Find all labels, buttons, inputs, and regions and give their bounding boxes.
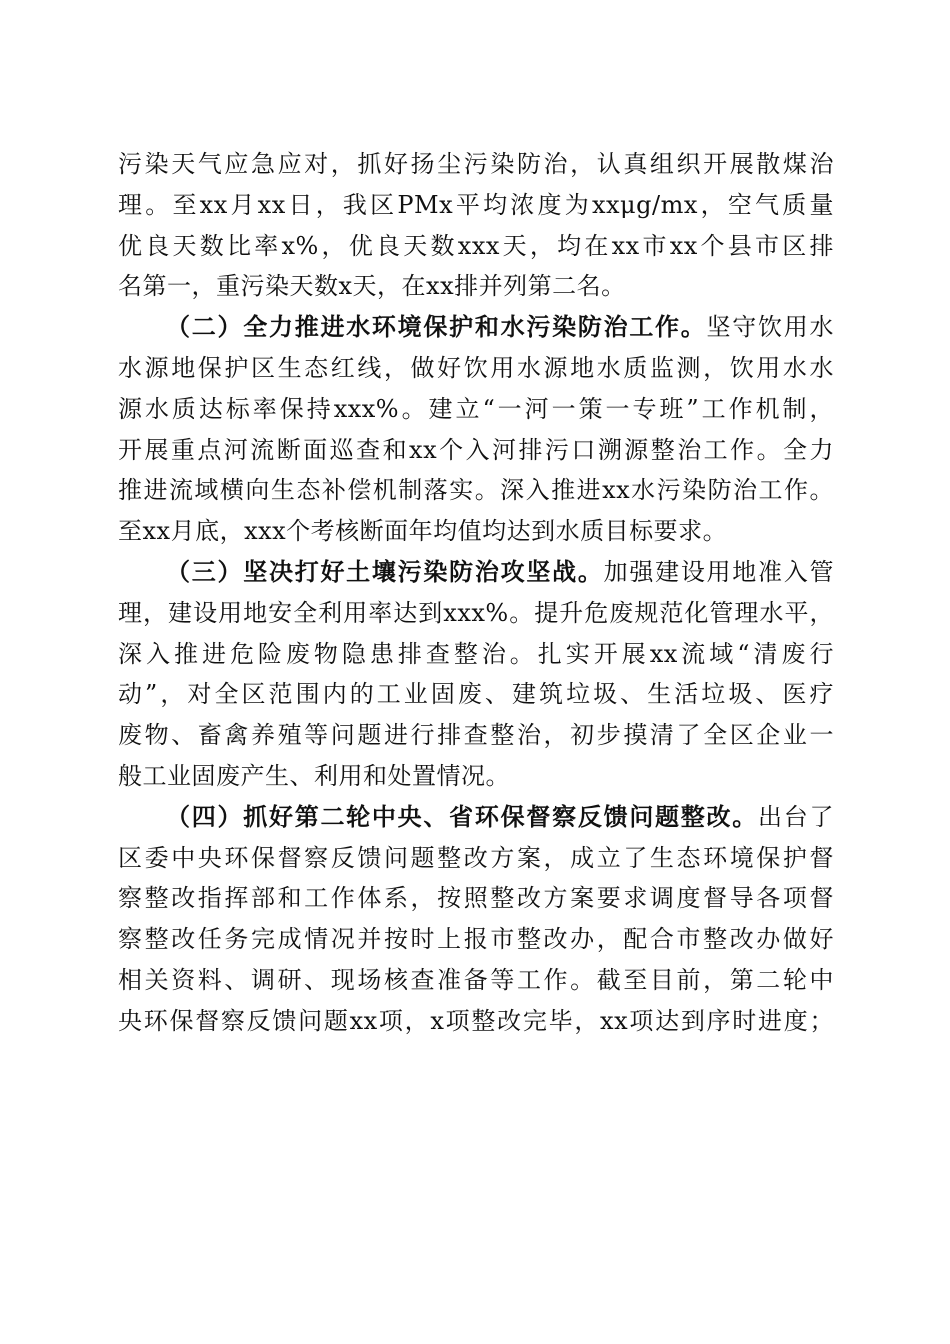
- text-fragment: 出台了: [758, 802, 835, 831]
- text-line: 至xx月底，xxx个考核断面年均值均达到水质目标要求。: [118, 517, 728, 546]
- text-line: 开展重点河流断面巡查和xx个入河排污口溯源整治工作。全力: [118, 435, 834, 464]
- text-line: 央环保督察反馈问题xx项，x项整改完毕，xx项达到序时进度；: [118, 1006, 834, 1035]
- paragraph-first-line: [118, 552, 834, 593]
- paragraph-soil-pollution: [118, 552, 834, 797]
- section-heading: （四）抓好第二轮中央、省环保督察反馈问题整改。: [166, 801, 759, 831]
- section-heading: （三）坚决打好土壤污染防治攻坚战。: [166, 556, 604, 586]
- paragraph-first-line: [118, 797, 834, 838]
- text-line: 察整改任务完成情况并按时上报市整改办，配合市整改办做好: [118, 925, 834, 954]
- text-line: 相关资料、调研、现场核查准备等工作。截至目前，第二轮中: [118, 965, 834, 994]
- text-line: 优良天数比率x%，优良天数xxx天，均在xx市xx个县市区排: [118, 231, 834, 260]
- text-line: 水源地保护区生态红线，做好饮用水源地水质监测，饮用水水: [118, 353, 834, 382]
- text-line: 源水质达标率保持xxx%。建立“一河一策一专班”工作机制，: [118, 394, 834, 423]
- text-line: 察整改指挥部和工作体系，按照整改方案要求调度督导各项督: [118, 884, 834, 913]
- text-line: 名第一，重污染天数x天，在xx排并列第二名。: [118, 272, 626, 301]
- document-body: [118, 144, 834, 1042]
- section-heading: （二）全力推进水环境保护和水污染防治工作。: [166, 312, 707, 342]
- text-line: 理，建设用地安全利用率达到xxx%。提升危废规范化管理水平，: [118, 598, 834, 627]
- text-line: 理。至xx月xx日，我区PMx平均浓度为xxμg/mx，空气质量: [118, 190, 834, 219]
- text-line: 深入推进危险废物隐患排查整治。扎实开展xx流域“清废行: [118, 639, 834, 668]
- text-fragment: 加强建设用地准入管: [603, 557, 835, 586]
- text-line: 般工业固废产生、利用和处置情况。: [118, 761, 510, 790]
- text-fragment: 坚守饮用水: [706, 313, 835, 342]
- paragraph-inspection-rectification: [118, 797, 834, 1042]
- text-line: 区委中央环保督察反馈问题整改方案，成立了生态环境保护督: [118, 843, 834, 872]
- paragraph-air-quality: [118, 144, 834, 307]
- text-line: 推进流域横向生态补偿机制落实。深入推进xx水污染防治工作。: [118, 476, 834, 505]
- text-line: 动”，对全区范围内的工业固废、建筑垃圾、生活垃圾、医疗: [118, 680, 834, 709]
- text-line: 污染天气应急应对，抓好扬尘污染防治，认真组织开展散煤治: [118, 150, 834, 178]
- paragraph-first-line: [118, 307, 834, 348]
- paragraph-water-protection: [118, 307, 834, 552]
- text-line: 废物、畜禽养殖等问题进行排查整治，初步摸清了全区企业一: [118, 721, 834, 750]
